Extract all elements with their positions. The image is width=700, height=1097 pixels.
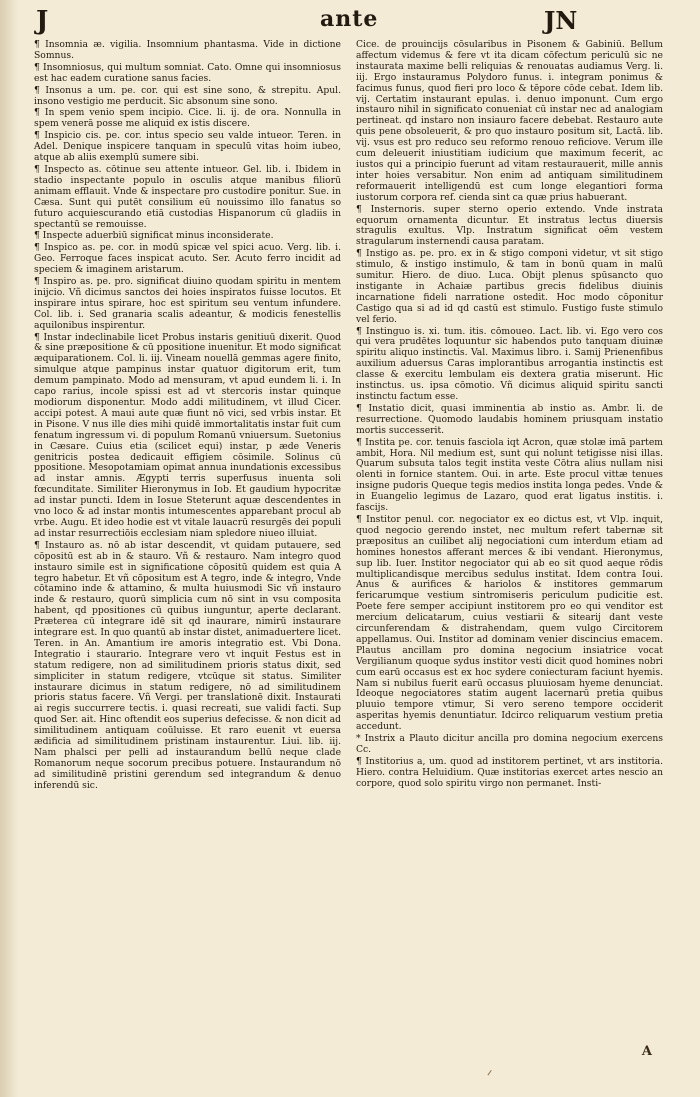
entry-paragraph: ¶ Inspico as. pe. cor. in modū spicæ vel spici acuo. Verg. lib. i. Geo. Ferroque faces inspicat acuto. Ser. Acuto ferro incidit ad speciem & imaginem aristarum. <box>34 242 341 276</box>
entry-paragraph: ¶ Insomniosus, qui multum somniat. Cato. Omne qui insomniosus est hac eadem curatione sanus facies. <box>34 61 341 84</box>
entry-paragraph: ¶ Inspiro as. pe. pro. significat diuino quodam spiritu in mentem inijcio. Vñ dicimus sanctos dei hoies inspiratos fuisse locutos. Et inspirare intus spirare, hoc est spiritum seu ventum infundere. Col. lib. i. Sed granaria scalis adeantur, & modicis fenestellis aquilonibus inspirentur. <box>34 276 341 331</box>
entry-paragraph: ¶ Institorius a, um. quod ad institorem pertinet, vt ars institoria. Hiero. contra Heluidium. Quæ institorias exercet artes nescio an corpore, quod solo spiritu virgo non permanet. Insti- <box>356 755 663 789</box>
entry-paragraph: ¶ Institor penul. cor. negociator ex eo dictus est, vt Vlp. inquit, quod negocio gerendo instet, nec multum refert tabernæ sit præpositus an cuilibet alij negociationi cum interdum etiam ad homines honestos afferant merces & ibi vendant. Hieronymus, sup lib. Iuer. Institor negociator qui ab eo sit quod aeque rōdis multiplicandisque mercibus sedulus institat. Idem contra Ioui. Anus & aurifices & hariolos & institores gemmarum fericarumque vestium sintromiseris periculum pudicitie est. Poete fere semper accipiunt institorem pro eo qui venditor est mercium delicatarum, cuius vestiarii & sitearij dant veste circunferendam & distrahendam, quem vulgo Circitorem appellamus. Oui. Institor ad dominam venier discincius emacem. Plautus ancillam pro domina negocium insiatrice vocat Vergilianum quoque sydus institor vesti dicit quod homines nobri cum earū occasus est ex hoc sydere coniecturam faciunt hyemis. Nam si nubilus fuerit earū occasus pluuiosam hyeme denunciat. Ideoque negociatores statim augent lacernarū pretia quibus pluuio tempore vtimur, Si vero sereno tempore occiderit asperitas hyemis denuntiatur. Idcirco reliquarum vestium pretia accedunt. <box>356 513 663 733</box>
header-catchword: ante <box>320 6 379 32</box>
entry-paragraph: * Instrix a Plauto dicitur ancilla pro domina negocium exercens Cc. <box>356 733 663 755</box>
signature-mark: A <box>641 1044 652 1059</box>
entry-paragraph: ¶ In spem venio spem incipio. Cice. li. ij. de ora. Nonnulla in spem venerā posse me aliquid ex istis discere. <box>34 107 341 130</box>
entry-paragraph: ¶ Instatio dicit, quasi imminentia ab instio as. Ambr. li. de resurrectione. Quomodo laudabis hominem priusquam instatio mortis successerit. <box>356 402 663 436</box>
left-column <box>34 40 341 792</box>
right-column <box>356 40 663 790</box>
running-header <box>0 6 700 36</box>
entry-paragraph: ¶ Inspecte aduerbiū significat minus inconsiderate. <box>34 230 274 242</box>
entry-paragraph: ¶ Instauro as. nō ab istar descendit, vt quidam putauere, sed cōpositū est ab in & stauro. Vñ & restauro. Nam integro quod instauro simile est in significatione cōpositū quidem est quia A tegro habetur. Et vñ cōpositum est A tegro, inde & integro, Vnde cōtamino inde & attamino, & multa huiusmodi Sic vñ instauro inde & restauro, quorū simplicia cum nō sint in vsu composita habent, qd ppositiones cū quibus iunguntur, aperte declarant. Præterea cū integrare idē sit qd inaurare, nimirū instaurare integrare est. In quo quantū ab instar distet, animaduertere licet. Teren. in An. Amantium ire amoris integratio est. Vbi Dona. Integratio i staurario. Integrare vero vt inquit Festus est in statum redigere, non ad similitudinem prioris status dixit, sed simpliciter in statum redigere, vtcūque sit status. Similiter instaurare dicimus in statum redigere, nō ad similitudinem prioris status facere. Vñ Vergi. per translationē dixit. Instaurati ai regis succurrere tectis. i. quasi recreati, sue validi facti. Sup quod Ser. ait. Hinc oftendit eos superius defecisse. & non dicit ad similitudinem antiquam coūluisse. Et raro euenit vt euersa ædificia ad similitudinem pristinam instaurentur. Liui. lib. iij. Nam phalsci per pelli ad instaurandum bellū neque clade Romanorum neque socorum precibus potuere. Instaurandum nō ad similitudinē pristini gerendum sed integrandum & denuo inferendū sic. <box>34 539 341 791</box>
entry-paragraph: ¶ Inspecto as. cōtinue seu attente intueor. Gel. lib. i. Ibidem in stadio inspectante populo in osculis atque manibus filiorū animam efflauit. Vnde & inspectare pro custodire ponitur. Sue. in Cæsa. Sunt qui putēt consilium eū nouissimo illo fanatus so futuro acquiescurando etiā custodias Hispanorum cū gladiis in spectantū se remouisse. <box>34 163 341 230</box>
header-letter-left: J <box>36 6 49 36</box>
entry-paragraph: ¶ Inspicio cis. pe. cor. intus specio seu valde intueor. Teren. in Adel. Denique inspicere tanquam in speculū vitas hoim iubeo, atque ab aliis exemplū sumere sibi. <box>34 130 341 164</box>
entry-paragraph: ¶ Insomnia æ. vigilia. Insomnium phantasma. Vide in dictione Somnus. <box>34 39 341 61</box>
entry-paragraph: Cice. de prouincijs cōsularibus in Pisonem & Gabiniū. Bellum affectum videmus & fere vt ita dicam cōfectum periculū sic ne instaurata maxime belli reliquias & renouatas audiamus Verg. li. iij. Ergo instauramus Polydoro funus. i. integram ponimus & facimus funus, quod fieri pro loco & tēpore cōde cebat. Idem lib. vij. Certatim instaurant epulas. i. denuo imponunt. Cum ergo instauro nihil in significato conueniat cū instar nec ad analogiam pertineat. qd instaro non insiauro facere debebat. Restauro aute quis pene obsoleuerit, & pro quo instauro positum sit, Lactā. lib. vij. vsus est pro reduco seu reformo renouo reficiove. Verum ille cum deleuerit iniustitiam iudicium que maximum fecerit, ac iustos qui a principio fuerunt ad vitam restaurauerit, mille annis inter hoies versabitur. Non enim ad antiquam similitudinem reformauerit intelligendū est cum longe elegantiori forma iustorum corpora ref. cienda sint ca quæ prius habuerant. <box>356 39 663 203</box>
binding-shadow <box>0 0 18 1097</box>
entry-paragraph: ¶ Instinguo is. xi. tum. itis. cōmoueo. Lact. lib. vi. Ego vero cos qui vera prudētes loquuntur sic habendos puto tanquam diuinæ spiritu aliquo instinctis. Val. Maximus libro. i. Samij Prienenfibus auxilium aduersus Caras implorantibus arrogantia instinctis est classe & exercitu lembulam eis dextera gratia miserunt. Hic instinctus. us. ipsa cōmotio. Vñ dicimus aliquid spiritu sancti instinctu factum esse. <box>356 325 663 402</box>
ink-stroke <box>487 1070 492 1076</box>
header-letter-right: JN <box>544 6 578 35</box>
entry-paragraph: ¶ Insonus a um. pe. cor. qui est sine sono, & strepitu. Apul. insono vestigio me perducit. Sic absonum sine sono. <box>34 84 341 107</box>
entry-paragraph: ¶ Instita pe. cor. tenuis fasciola iqt Acron, quæ stolæ imā partem ambit, Hora. Nil medium est, sunt qui nolunt tetigisse nisi illas. Quarum subsuta talos tegit instita veste Cōtra alius nullam nisi olenti in fornice stantem. Oui. in arte. Este procul vittæ tenues insigne pudoris Queque tegis medios instita longa pedes. Vnde & in Euangelio legimus de Lazaro, quod erat ligatus institis. i. fascijs. <box>356 436 663 514</box>
entry-paragraph: ¶ Insternoris. super sterno operio extendo. Vnde instrata equorum ornamenta dicuntur. Et instratus lectus diuersis stragulis exultus. Vlp. Instratum significat oēm vestem stragularum insternendi causa paratam. <box>356 203 663 248</box>
entry-paragraph: ¶ Instigo as. pe. pro. ex in & stigo componi videtur, vt sit stigo stimulo, & instigo instimulo, & tam in bonū quam in malū sumitur. Hiero. de diuo. Luca. Obijt plenus spūsancto quo instigante in Achaiæ partibus grecis fidelibus diuinis incarnatione fideli narratione ostedit. Hoc modo cōponitur Castigo qua si ad id qd castū est stimulo. Fustigo fuste stimulo vel ferio. <box>356 248 663 325</box>
entry-paragraph: ¶ Instar indeclinabile licet Probus instaris genitiuū dixerit. Quod & sine præpositione & cū ppositione inuenitur. Et modo significat æquiparationem. Col. li. iij. Vineam nouellā gemmas agere finito, simulque atque pampinus instar quatuor digitorum erit, tum demum pampinato. Modo ad mensuram, vt apud eundem li. i. In capo rarius, incole spissi est ad vt stercoris instar quinque modiorum disponentur. Modo addi militudinem, vt illud Cicer. accipi potest. A maui aute quæ fiunt nō vici, sed vrbis instar. Et in Pisone. V nus ille dies mihi quidē immortalitatis instar fuit cum fenatum ingressum vi. di populum Romanū vniuersum. Suetonius in Cæsare. Cuius etia (scilicet equi) instar, p æde Veneris genitricis postea dedicauit effigiem cōsimile. Solinus cū ppositione. Mesopotamiam opimat annua inundationis excessibus ad instar amnis. Ægypti terris superfusus inuenta soli fœcunditate. Similiter Hieronymus in Iob. Et gaudium hypocritæ ad instar puncti. Idem in Iosue Steterunt aquæ descendentes in vno loco & ad instar montis intumescentes apparebant procul ab vrbe. Augu. Et ideo hodie est vt vitale lauacrū resurgēs dei populi ad instar resurrectiōis ecclesiam niam spledore niueo illuiat. <box>34 331 342 539</box>
